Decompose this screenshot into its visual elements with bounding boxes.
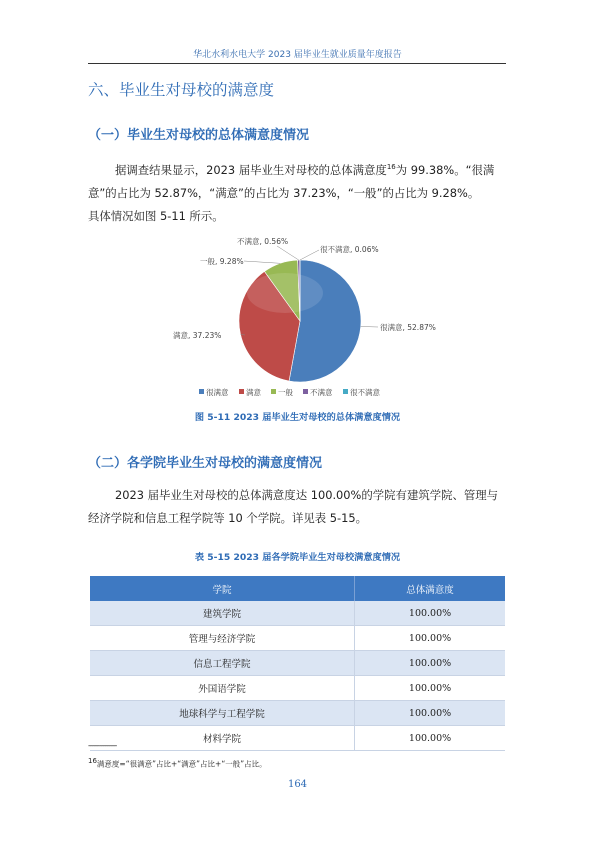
subsection-title-1: （一）毕业生对母校的总体满意度情况 — [88, 128, 310, 143]
cell-college: 信息工程学院 — [90, 651, 355, 676]
legend-label-dissatisfied: 不满意 — [310, 388, 333, 397]
subsection-title-2: （二）各学院毕业生对母校的满意度情况 — [88, 456, 323, 471]
footnote-ref[interactable]: 16 — [386, 163, 396, 171]
cell-college: 材料学院 — [90, 726, 355, 751]
legend-label-very-satisfied: 很满意 — [206, 388, 229, 397]
para-line-2: 意”的占比为 52.87%，“满意”的占比为 37.23%，“一般”的占比为 9.28%。 — [88, 185, 480, 200]
table-row — [90, 626, 505, 651]
college-satisfaction-table — [90, 576, 505, 751]
legend-swatch-very-satisfied — [199, 389, 204, 394]
table-row — [90, 676, 505, 701]
data-label-very-satisfied: 很满意, 52.87% — [380, 323, 436, 332]
cell-college: 建筑学院 — [90, 601, 355, 626]
cell-college: 外国语学院 — [90, 676, 355, 701]
header-rule — [88, 63, 506, 64]
legend-label-very-dissatisfied: 很不满意 — [350, 388, 380, 397]
para-line-3: 具体情况如图 5-11 所示。 — [88, 208, 224, 223]
cell-college: 地球科学与工程学院 — [90, 701, 355, 726]
leader-line-dissatisfied — [277, 246, 299, 260]
data-label-dissatisfied: 不满意, 0.56% — [237, 237, 289, 246]
page-number: 164 — [287, 779, 308, 790]
legend-label-neutral: 一般 — [278, 388, 293, 397]
section-title: 六、毕业生对母校的满意度 — [88, 81, 275, 99]
figure-caption: 图 5-11 2023 届毕业生对母校的总体满意度情况 — [194, 412, 401, 423]
para-colleges-line-1: 2023 届毕业生对母校的总体满意度达 100.00%的学院有建筑学院、管理与 — [115, 488, 499, 502]
cell-satisfaction: 100.00% — [355, 626, 505, 651]
leader-line-very-dissatisfied — [300, 250, 319, 260]
legend-swatch-very-dissatisfied — [343, 389, 348, 394]
column-header-satisfaction: 总体满意度 — [355, 576, 505, 601]
footnote-text: 满意度=“很满意”占比+“满意”占比+“一般”占比。 — [96, 759, 267, 769]
leader-line-neutral — [244, 261, 280, 263]
legend-swatch-satisfied — [239, 389, 244, 394]
footnote-mark: 16 — [88, 757, 97, 765]
satisfaction-pie-chart — [173, 232, 436, 402]
legend-swatch-neutral — [271, 389, 276, 394]
para-text-b: 为 99.38%。“很满 — [395, 162, 495, 177]
legend-label-satisfied: 满意 — [246, 388, 261, 397]
cell-satisfaction: 100.00% — [355, 701, 505, 726]
column-header-college: 学院 — [90, 576, 355, 601]
cell-satisfaction: 100.00% — [355, 676, 505, 701]
paragraph-overall — [88, 156, 508, 228]
cell-college: 管理与经济学院 — [90, 626, 355, 651]
table-row — [90, 701, 505, 726]
table-header-row — [90, 576, 505, 601]
para-colleges-line-2: 经济学院和信息工程学院等 10 个学院。详见表 5-15。 — [88, 511, 368, 525]
legend-swatch-dissatisfied — [303, 389, 308, 394]
para-text-a: 据调查结果显示，2023 届毕业生对母校的总体满意度 — [115, 162, 387, 177]
table-caption: 表 5-15 2023 届各学院毕业生对母校满意度情况 — [194, 552, 401, 563]
cell-satisfaction: 100.00% — [355, 601, 505, 626]
cell-satisfaction: 100.00% — [355, 726, 505, 751]
footnote — [88, 757, 267, 770]
cell-satisfaction: 100.00% — [355, 651, 505, 676]
paragraph-colleges — [88, 484, 508, 530]
data-label-neutral: 一般, 9.28% — [200, 257, 244, 266]
leader-line-very-satisfied — [361, 326, 378, 327]
data-label-satisfied: 满意, 37.23% — [173, 331, 222, 340]
running-header: 华北水利水电大学 2023 届毕业生就业质量年度报告 — [193, 50, 402, 60]
table-row — [90, 726, 505, 751]
data-label-very-dissatisfied: 很不满意, 0.06% — [320, 245, 379, 254]
table-row — [90, 601, 505, 626]
footnote-separator: --------------- — [88, 741, 117, 750]
table-row — [90, 651, 505, 676]
pie-highlight — [247, 273, 323, 313]
